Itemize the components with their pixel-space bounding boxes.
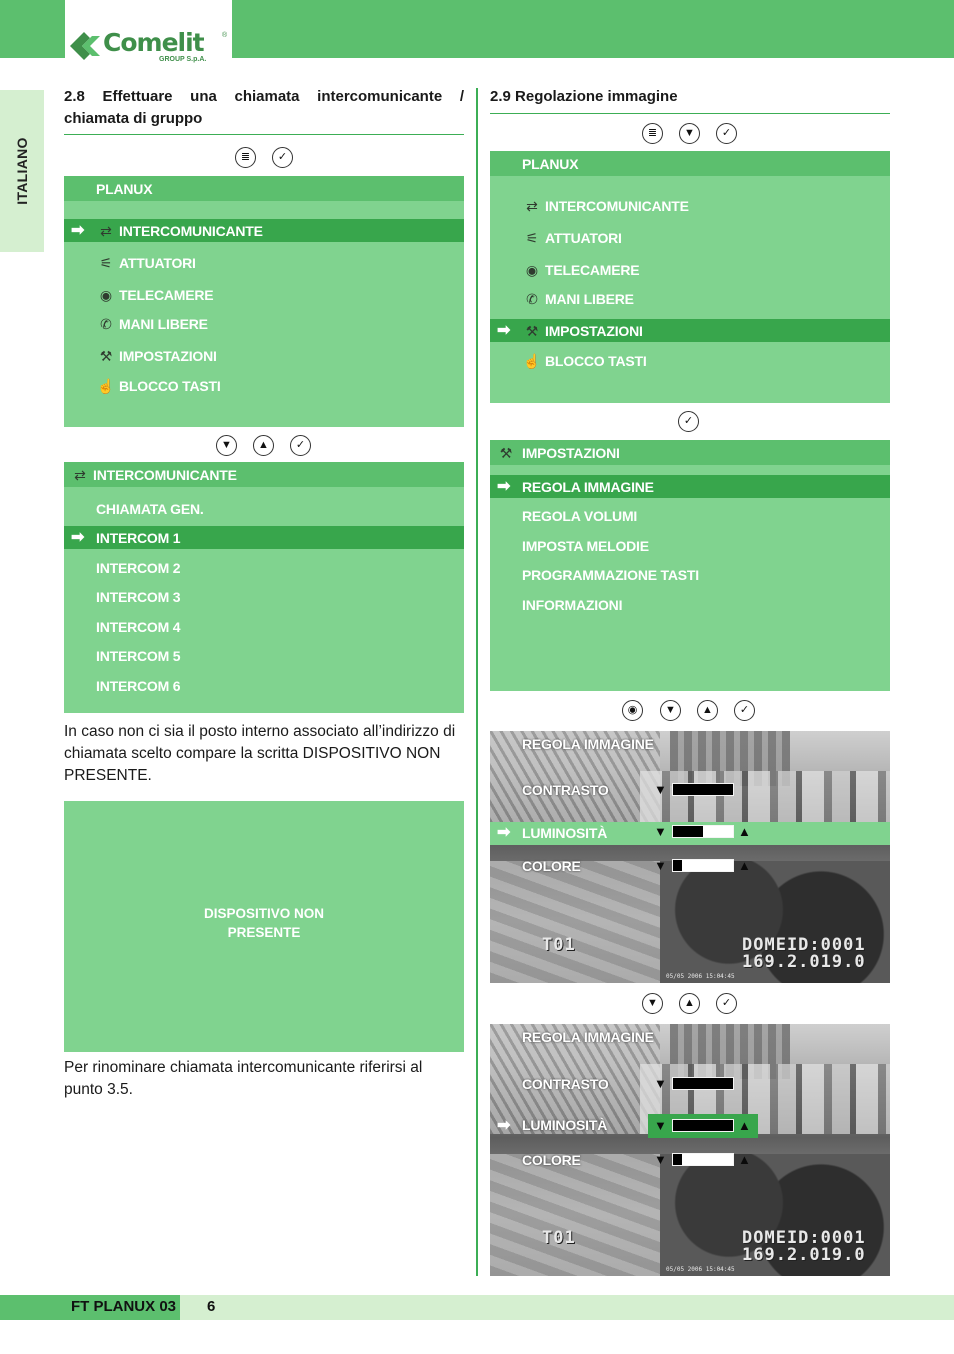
setting-label: LUMINOSITÀ <box>522 825 608 841</box>
level-fill <box>673 1078 733 1089</box>
panel-header <box>64 462 464 487</box>
decrease-icon[interactable]: ▼ <box>654 782 667 797</box>
confirm-check-icon: ✓ <box>716 123 737 144</box>
menu-item-label: ATTUATORI <box>119 254 196 271</box>
level-bar <box>672 1077 734 1090</box>
camera-adjust-screen-2 <box>490 1024 890 1276</box>
language-tab <box>0 90 44 252</box>
intercom-item-label: INTERCOM 3 <box>96 588 181 605</box>
osd-dome-id: DOMEID:0001 <box>742 935 866 955</box>
selection-arrow-icon: ➡ <box>497 321 511 339</box>
menu-item-mani-libere[interactable] <box>490 287 890 310</box>
down-arrow-icon: ▼ <box>660 700 681 721</box>
osd-timestamp: 05/05 2006 15:04:45 <box>666 1266 735 1273</box>
intercom-item-label: CHIAMATA GEN. <box>96 500 204 517</box>
menu-item-label: MANI LIBERE <box>545 290 634 307</box>
menu-item-telecamere[interactable] <box>64 283 464 306</box>
menu-item-attuatori[interactable] <box>64 251 464 274</box>
section-title-2-8: 2.8 Effettuare una chiamata intercomunicante / chiamata di gruppo <box>64 88 464 127</box>
confirm-check-icon: ✓ <box>734 700 755 721</box>
menu-item-label: BLOCCO TASTI <box>545 352 647 369</box>
up-arrow-icon: ▲ <box>679 993 700 1014</box>
osd-camera-id: T01 <box>542 1228 576 1248</box>
selection-arrow-icon: ➡ <box>71 528 85 546</box>
column-divider <box>476 88 478 1276</box>
menu-item-impostazioni[interactable] <box>490 319 890 342</box>
level-bar <box>672 825 734 838</box>
intercom-item-label: INTERCOM 4 <box>96 618 181 635</box>
down-arrow-icon: ▼ <box>679 123 700 144</box>
planux-menu-panel <box>490 151 890 403</box>
brand-subtitle: GROUP S.p.A. <box>159 56 207 63</box>
document-code: FT PLANUX 03 <box>70 1298 176 1315</box>
selection-arrow-icon: ➡ <box>497 1117 511 1134</box>
selection-arrow-icon: ➡ <box>71 221 85 239</box>
menu-icon: ≣ <box>235 147 256 168</box>
panel-header <box>490 151 890 176</box>
menu-icon: ≣ <box>642 123 663 144</box>
setting-label: CONTRASTO <box>522 1076 609 1092</box>
menu-item-intercomunicante[interactable] <box>64 219 464 242</box>
footnote-paragraph: Per rinominare chiamata intercomunicante riferirsi al punto 3.5. <box>64 1059 423 1098</box>
decrease-icon[interactable]: ▼ <box>654 824 667 839</box>
intercom-item-label: INTERCOM 1 <box>96 529 181 546</box>
panel-header-label: INTERCOMUNICANTE <box>93 466 237 483</box>
settings-menu-panel <box>490 440 890 691</box>
selection-arrow-icon: ➡ <box>497 824 511 841</box>
level-bar <box>672 1153 734 1166</box>
settings-icon: ⚒ <box>525 322 539 339</box>
intercom-icon: ⇄ <box>100 222 112 239</box>
settings-item[interactable] <box>490 563 890 586</box>
intercom-item[interactable] <box>64 615 464 638</box>
menu-item-blocco-tasti[interactable] <box>490 349 890 372</box>
handsfree-icon: ✆ <box>100 315 112 332</box>
page-number: 6 <box>207 1298 216 1315</box>
note-paragraph: In caso non ci sia il posto interno associato all’indirizzo di chiamata scelto compare la scritta DISPOSITIVO NON PRESENTE. <box>64 723 456 784</box>
menu-item-label: TELECAMERE <box>119 286 214 303</box>
intercom-icon: ⇄ <box>74 466 86 483</box>
osd-dome-id: DOMEID:0001 <box>742 1228 866 1248</box>
panel-header-label: PLANUX <box>96 180 153 197</box>
setting-label: LUMINOSITÀ <box>522 1117 608 1133</box>
brand-logo <box>65 0 232 70</box>
settings-item[interactable] <box>490 534 890 557</box>
intercom-item[interactable] <box>64 556 464 579</box>
menu-item-label: INTERCOMUNICANTE <box>119 222 263 239</box>
menu-item-telecamere[interactable] <box>490 258 890 281</box>
osd-camera-id: T01 <box>542 935 576 955</box>
menu-item-mani-libere[interactable] <box>64 312 464 335</box>
section-rule <box>64 134 464 135</box>
intercom-item[interactable] <box>64 585 464 608</box>
confirm-check-icon: ✓ <box>678 411 699 432</box>
section-title-2-9: 2.9 Regolazione immagine <box>490 88 678 105</box>
decrease-icon[interactable]: ▼ <box>654 1118 667 1133</box>
screen-title: REGOLA IMMAGINE <box>522 1029 654 1045</box>
menu-item-label: IMPOSTAZIONI <box>119 347 217 364</box>
intercom-item-label: INTERCOM 2 <box>96 559 181 576</box>
device-msg-line2: PRESENTE <box>227 925 301 940</box>
down-arrow-icon: ▼ <box>216 435 237 456</box>
settings-item-label: PROGRAMMAZIONE TASTI <box>522 566 699 583</box>
brand-name: Comelit <box>103 28 204 57</box>
settings-item[interactable] <box>490 593 890 616</box>
confirm-check-icon: ✓ <box>290 435 311 456</box>
menu-item-label: MANI LIBERE <box>119 315 208 332</box>
intercom-icon: ⇄ <box>526 197 538 214</box>
setting-label: COLORE <box>522 1152 581 1168</box>
camera-icon: ◉ <box>622 700 643 721</box>
settings-item-label: INFORMAZIONI <box>522 596 623 613</box>
decrease-icon[interactable]: ▼ <box>654 1076 667 1091</box>
actuator-icon: ⚟ <box>99 254 113 271</box>
panel-header-label: IMPOSTAZIONI <box>522 444 620 461</box>
camera-icon: ◉ <box>99 286 113 303</box>
decrease-icon[interactable]: ▼ <box>654 1152 667 1167</box>
level-fill <box>673 784 733 795</box>
menu-item-intercomunicante[interactable] <box>490 194 890 217</box>
actuator-icon: ⚟ <box>525 229 539 246</box>
planux-menu-panel <box>64 176 464 427</box>
settings-icon: ⚒ <box>99 347 113 364</box>
menu-item-label: TELECAMERE <box>545 261 640 278</box>
increase-icon[interactable]: ▲ <box>738 824 751 839</box>
keylock-icon: ☝ <box>97 377 115 394</box>
up-arrow-icon: ▲ <box>697 700 718 721</box>
comelit-logo-icon <box>70 32 100 60</box>
intercom-item-label: INTERCOM 5 <box>96 647 181 664</box>
intercom-item-label: INTERCOM 6 <box>96 677 181 694</box>
intercom-item-selected[interactable] <box>64 526 464 549</box>
intercom-menu-panel <box>64 462 464 713</box>
settings-item-selected[interactable] <box>490 475 890 498</box>
level-bar <box>672 1119 734 1132</box>
menu-item-label: BLOCCO TASTI <box>119 377 221 394</box>
settings-item-label: REGOLA VOLUMI <box>522 507 638 524</box>
level-fill <box>673 826 703 837</box>
increase-icon[interactable]: ▲ <box>738 858 751 873</box>
menu-item-attuatori[interactable] <box>490 226 890 249</box>
handsfree-icon: ✆ <box>526 290 538 307</box>
level-fill <box>673 860 682 871</box>
section-rule <box>490 113 890 114</box>
intercom-item[interactable] <box>64 644 464 667</box>
level-fill <box>673 1120 733 1131</box>
menu-item-label: ATTUATORI <box>545 229 622 246</box>
increase-icon[interactable]: ▲ <box>738 1152 751 1167</box>
osd-address: 169.2.019.0 <box>742 952 866 972</box>
increase-icon[interactable]: ▲ <box>738 1118 751 1133</box>
device-msg-line1: DISPOSITIVO NON <box>203 906 325 921</box>
panel-header-label: PLANUX <box>522 155 579 172</box>
settings-item-label: REGOLA IMMAGINE <box>522 478 654 495</box>
setting-label: CONTRASTO <box>522 782 609 798</box>
panel-header <box>64 176 464 201</box>
keylock-icon: ☝ <box>523 352 541 369</box>
up-arrow-icon: ▲ <box>253 435 274 456</box>
decrease-icon[interactable]: ▼ <box>654 858 667 873</box>
setting-label: COLORE <box>522 858 581 874</box>
camera-adjust-screen-1 <box>490 731 890 983</box>
menu-item-label: INTERCOMUNICANTE <box>545 197 689 214</box>
device-not-present-panel <box>64 801 464 1052</box>
settings-item[interactable] <box>490 504 890 527</box>
intercom-item[interactable] <box>64 674 464 697</box>
screen-title: REGOLA IMMAGINE <box>522 736 654 752</box>
camera-icon: ◉ <box>525 261 539 278</box>
menu-item-blocco-tasti[interactable] <box>64 374 464 397</box>
footer-code-box <box>0 1295 180 1320</box>
osd-address: 169.2.019.0 <box>742 1245 866 1265</box>
brand-registered: ® <box>222 32 228 39</box>
selection-arrow-icon: ➡ <box>497 477 511 495</box>
settings-icon: ⚒ <box>499 444 513 461</box>
confirm-check-icon: ✓ <box>272 147 293 168</box>
level-bar <box>672 783 734 796</box>
language-label: ITALIANO <box>14 137 30 205</box>
menu-item-impostazioni[interactable] <box>64 344 464 367</box>
osd-timestamp: 05/05 2006 15:04:45 <box>666 973 735 980</box>
settings-item-label: IMPOSTA MELODIE <box>522 537 649 554</box>
confirm-check-icon: ✓ <box>716 993 737 1014</box>
down-arrow-icon: ▼ <box>642 993 663 1014</box>
menu-item-label: IMPOSTAZIONI <box>545 322 643 339</box>
level-bar <box>672 859 734 872</box>
level-fill <box>673 1154 682 1165</box>
intercom-item[interactable] <box>64 497 464 520</box>
panel-header <box>490 440 890 465</box>
